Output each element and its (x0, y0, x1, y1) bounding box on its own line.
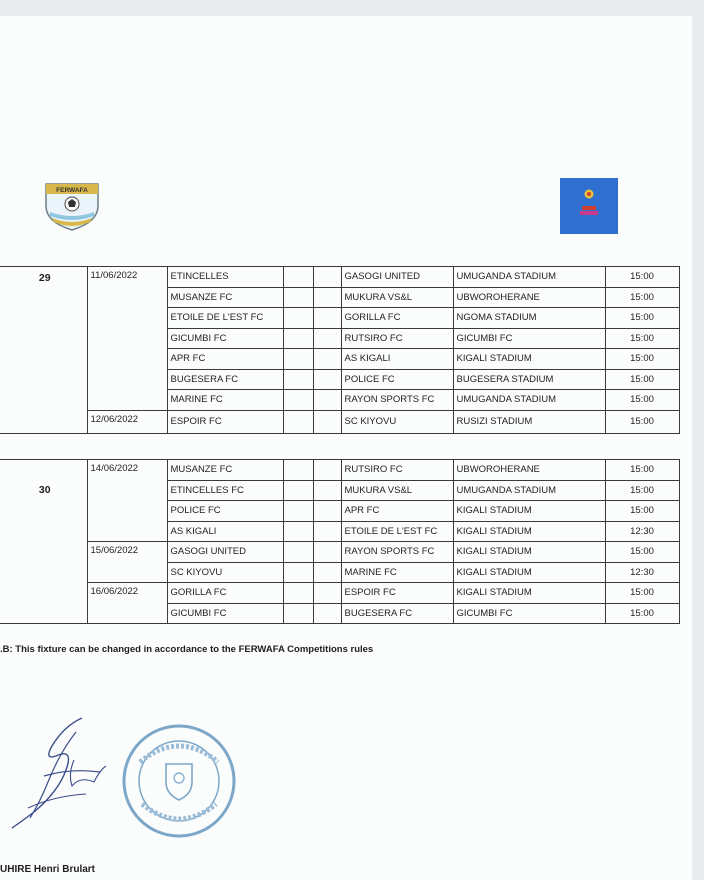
table-row (0, 410, 679, 434)
match-date: 14/06/2022 (87, 460, 167, 542)
home-team: MARINE FC (167, 390, 283, 411)
away-score-cell (313, 562, 341, 583)
home-score-cell (283, 562, 313, 583)
away-score-cell (313, 521, 341, 542)
home-score-cell (283, 542, 313, 563)
away-score-cell (313, 328, 341, 349)
away-team: GORILLA FC (341, 308, 453, 329)
away-team: POLICE FC (341, 369, 453, 390)
home-team: GICUMBI FC (167, 328, 283, 349)
away-team: ETOILE DE L'EST FC (341, 521, 453, 542)
matchday-number: 29 (0, 267, 87, 434)
kickoff-time: 15:00 (605, 267, 679, 288)
kickoff-time: 15:00 (605, 328, 679, 349)
home-score-cell (283, 521, 313, 542)
venue: UMUGANDA STADIUM (453, 267, 605, 288)
home-score-cell (283, 501, 313, 522)
home-score-cell (283, 328, 313, 349)
away-score-cell (313, 480, 341, 501)
kickoff-time: 15:00 (605, 410, 679, 434)
venue: BUGESERA STADIUM (453, 369, 605, 390)
kickoff-time: 15:00 (605, 369, 679, 390)
away-team: RUTSIRO FC (341, 328, 453, 349)
away-score-cell (313, 583, 341, 604)
home-team: SC KIYOVU (167, 562, 283, 583)
table-row (0, 583, 679, 604)
away-score-cell (313, 267, 341, 288)
home-team: APR FC (167, 349, 283, 370)
away-score-cell (313, 501, 341, 522)
venue: KIGALI STADIUM (453, 542, 605, 563)
venue: KIGALI STADIUM (453, 501, 605, 522)
kickoff-time: 15:00 (605, 603, 679, 624)
handwritten-signature (4, 712, 114, 832)
away-team: GASOGI UNITED (341, 267, 453, 288)
home-team: BUGESERA FC (167, 369, 283, 390)
home-score-cell (283, 390, 313, 411)
away-team: MUKURA VS&L (341, 287, 453, 308)
home-score-cell (283, 460, 313, 481)
home-team: GICUMBI FC (167, 603, 283, 624)
fixtures-table-day29 (0, 266, 680, 434)
away-team: RAYON SPORTS FC (341, 542, 453, 563)
home-score-cell (283, 603, 313, 624)
match-date: 12/06/2022 (87, 410, 167, 434)
home-team: GASOGI UNITED (167, 542, 283, 563)
kickoff-time: 15:00 (605, 501, 679, 522)
kickoff-time: 15:00 (605, 308, 679, 329)
venue: UBWOROHERANE (453, 287, 605, 308)
official-stamp (120, 722, 238, 840)
league-logo (560, 178, 618, 234)
kickoff-time: 15:00 (605, 480, 679, 501)
home-team: ETOILE DE L'EST FC (167, 308, 283, 329)
away-team: AS KIGALI (341, 349, 453, 370)
home-team: POLICE FC (167, 501, 283, 522)
kickoff-time: 15:00 (605, 287, 679, 308)
home-team: MUSANZE FC (167, 287, 283, 308)
away-team: MARINE FC (341, 562, 453, 583)
matchday-number: 30 (0, 460, 87, 624)
venue: UBWOROHERANE (453, 460, 605, 481)
home-team: AS KIGALI (167, 521, 283, 542)
home-team: MUSANZE FC (167, 460, 283, 481)
away-score-cell (313, 542, 341, 563)
away-score-cell (313, 390, 341, 411)
kickoff-time: 15:00 (605, 460, 679, 481)
home-score-cell (283, 480, 313, 501)
home-score-cell (283, 410, 313, 434)
venue: UMUGANDA STADIUM (453, 480, 605, 501)
away-team: MUKURA VS&L (341, 480, 453, 501)
away-score-cell (313, 308, 341, 329)
away-score-cell (313, 603, 341, 624)
venue: KIGALI STADIUM (453, 349, 605, 370)
kickoff-time: 15:00 (605, 542, 679, 563)
away-team: RUTSIRO FC (341, 460, 453, 481)
kickoff-time: 15:00 (605, 349, 679, 370)
venue: GICUMBI FC (453, 603, 605, 624)
fixture-note: .B: This fixture can be changed in accordance to the FERWAFA Competitions rules (0, 644, 374, 655)
home-score-cell (283, 349, 313, 370)
kickoff-time: 15:00 (605, 390, 679, 411)
home-score-cell (283, 308, 313, 329)
home-score-cell (283, 287, 313, 308)
venue: NGOMA STADIUM (453, 308, 605, 329)
venue: UMUGANDA STADIUM (453, 390, 605, 411)
signatory-name: UHIRE Henri Brulart (0, 864, 96, 875)
table-row (0, 267, 679, 288)
venue: RUSIZI STADIUM (453, 410, 605, 434)
kickoff-time: 12:30 (605, 562, 679, 583)
away-score-cell (313, 349, 341, 370)
table-row (0, 460, 679, 481)
away-team: APR FC (341, 501, 453, 522)
venue: KIGALI STADIUM (453, 521, 605, 542)
match-date: 16/06/2022 (87, 583, 167, 624)
away-team: BUGESERA FC (341, 603, 453, 624)
fixtures-table-day30 (0, 459, 680, 624)
away-team: ESPOIR FC (341, 583, 453, 604)
kickoff-time: 15:00 (605, 583, 679, 604)
ferwafa-logo-text: FERWAFA (56, 187, 88, 194)
home-score-cell (283, 583, 313, 604)
away-score-cell (313, 287, 341, 308)
away-score-cell (313, 369, 341, 390)
venue: GICUMBI FC (453, 328, 605, 349)
home-team: ETINCELLES FC (167, 480, 283, 501)
home-score-cell (283, 369, 313, 390)
match-date: 11/06/2022 (87, 267, 167, 411)
away-team: SC KIYOVU (341, 410, 453, 434)
home-team: ESPOIR FC (167, 410, 283, 434)
away-score-cell (313, 460, 341, 481)
table-row (0, 542, 679, 563)
venue: KIGALI STADIUM (453, 562, 605, 583)
ferwafa-logo (42, 176, 102, 232)
match-date: 15/06/2022 (87, 542, 167, 583)
away-team: RAYON SPORTS FC (341, 390, 453, 411)
kickoff-time: 12:30 (605, 521, 679, 542)
venue: KIGALI STADIUM (453, 583, 605, 604)
home-team: ETINCELLES (167, 267, 283, 288)
away-score-cell (313, 410, 341, 434)
home-score-cell (283, 267, 313, 288)
home-team: GORILLA FC (167, 583, 283, 604)
